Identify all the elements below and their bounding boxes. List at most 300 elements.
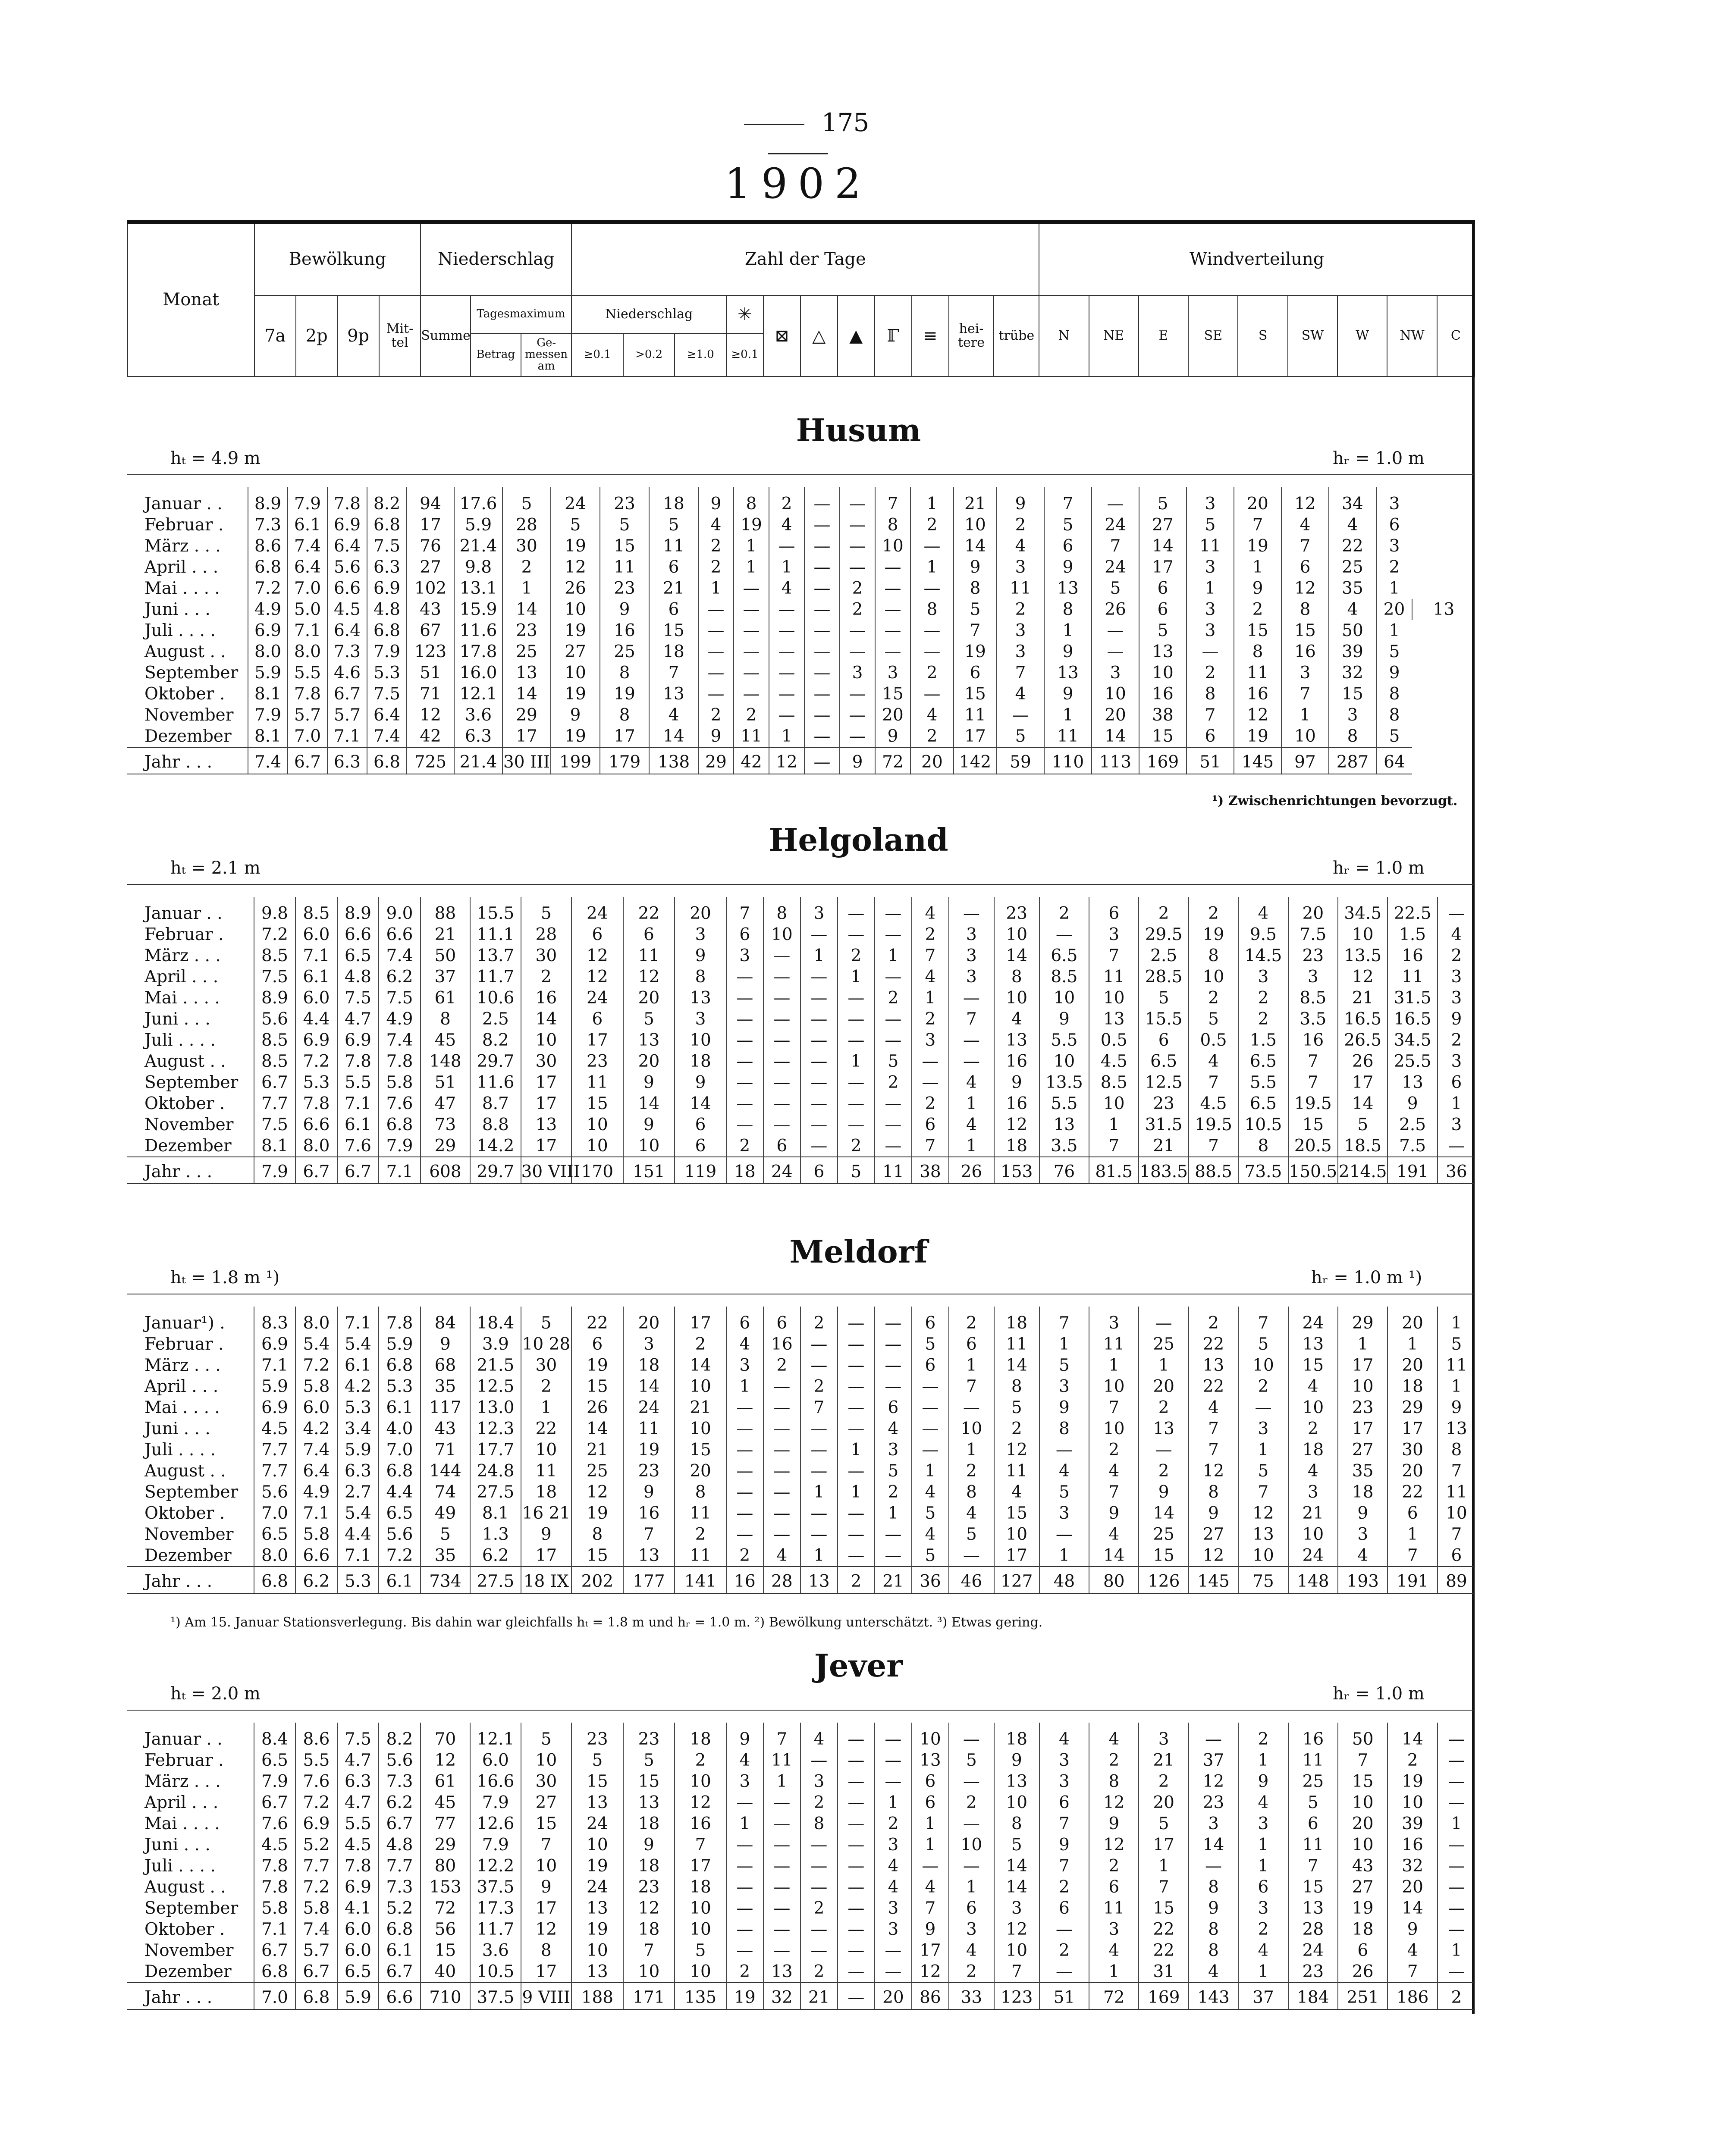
- table-cell: —: [910, 683, 954, 705]
- table-cell: —: [800, 1919, 838, 1940]
- table-cell: —: [726, 1834, 763, 1855]
- station-title: Jever: [814, 1647, 903, 1684]
- table-cell: —: [804, 641, 840, 662]
- table-cell: —: [1039, 1961, 1089, 1983]
- table-cell: 8: [1376, 683, 1412, 705]
- table-cell: 10: [571, 1834, 623, 1855]
- snow-icon: ✳: [726, 295, 763, 333]
- table-cell: —: [763, 1114, 800, 1135]
- table-cell: 3: [1187, 620, 1234, 641]
- table-cell: 1: [1139, 1855, 1188, 1877]
- table-cell: —: [763, 1418, 800, 1439]
- table-cell: 9: [726, 1723, 763, 1750]
- table-cell: 3: [997, 641, 1044, 662]
- table-cell: 1: [1039, 1334, 1089, 1355]
- table-cell: 2: [875, 987, 912, 1009]
- table-cell: 5: [1044, 514, 1092, 536]
- table-cell: 7: [1281, 683, 1329, 705]
- table-cell: —: [726, 1503, 763, 1524]
- table-cell: 7.6: [254, 1813, 296, 1834]
- station-table: [127, 897, 1475, 1184]
- table-cell: 10: [912, 1723, 949, 1750]
- table-cell: 15: [1288, 1877, 1338, 1898]
- table-cell: 2: [997, 514, 1044, 536]
- table-cell: 10: [571, 1114, 623, 1135]
- table-cell: 4: [649, 705, 698, 726]
- table-cell: 5: [912, 1503, 949, 1524]
- table-cell: 6.8: [254, 1961, 296, 1983]
- table-cell: 202: [571, 1567, 623, 1593]
- table-cell: 10: [521, 1439, 571, 1460]
- table-cell: 68: [421, 1355, 470, 1376]
- col-ge01: ≥0.1: [571, 333, 623, 376]
- table-cell: —: [698, 683, 734, 705]
- month-label: Mai . . . .: [144, 1814, 220, 1833]
- month-label: September: [144, 663, 239, 683]
- table-cell: —: [800, 1940, 838, 1961]
- table-cell: 3: [1438, 966, 1475, 987]
- table-cell: 21: [1288, 1503, 1338, 1524]
- table-cell: 11: [1387, 966, 1437, 987]
- table-cell: 4: [763, 1545, 800, 1567]
- table-cell: 6: [1281, 557, 1329, 578]
- table-cell: 10: [675, 1771, 726, 1792]
- table-cell: —: [838, 1750, 875, 1771]
- table-cell: 19: [571, 1855, 623, 1877]
- table-cell: 13: [1288, 1334, 1338, 1355]
- table-cell: 10: [1089, 987, 1139, 1009]
- table-cell: 23: [1139, 1093, 1188, 1114]
- table-cell: 4: [949, 1114, 994, 1135]
- table-cell: 6: [1089, 1877, 1139, 1898]
- table-cell: 9: [1387, 1093, 1437, 1114]
- table-cell: 18: [521, 1482, 571, 1503]
- table-cell: 24: [623, 1397, 675, 1418]
- table-cell: 38: [1139, 705, 1187, 726]
- month-label: Juni . . .: [144, 1419, 210, 1438]
- table-cell: 12: [1338, 966, 1387, 987]
- table-cell: 9: [1234, 578, 1281, 599]
- table-cell: 2: [912, 1093, 949, 1114]
- table-cell: 76: [1039, 1157, 1089, 1184]
- table-cell: 4: [997, 683, 1044, 705]
- table-cell: —: [838, 987, 875, 1009]
- table-cell: 6.3: [367, 557, 407, 578]
- table-cell: 8.7: [470, 1093, 521, 1114]
- table-cell: 2: [1387, 1750, 1437, 1771]
- table-cell: 4.8: [367, 599, 407, 620]
- table-cell: 8: [1039, 1418, 1089, 1439]
- table-cell: 3.4: [337, 1418, 379, 1439]
- table-cell: 8.1: [248, 683, 288, 705]
- table-cell: 21: [1139, 1750, 1188, 1771]
- table-cell: 13: [1089, 1009, 1139, 1030]
- table-cell: —: [734, 683, 769, 705]
- table-cell: 6: [912, 1771, 949, 1792]
- table-cell: 8: [600, 662, 649, 683]
- table-cell: 5: [649, 514, 698, 536]
- table-cell: —: [726, 1482, 763, 1503]
- table-cell: 15: [1139, 726, 1187, 747]
- table-cell: —: [949, 897, 994, 924]
- table-cell: 17: [1387, 1418, 1437, 1439]
- table-cell: 17: [571, 1030, 623, 1051]
- table-cell: 20: [1376, 599, 1412, 620]
- table-cell: 5: [875, 1460, 912, 1482]
- table-cell: 8.6: [295, 1723, 337, 1750]
- table-cell: 8.5: [254, 1030, 296, 1051]
- table-cell: 15: [571, 1545, 623, 1567]
- table-cell: 22: [1387, 1482, 1437, 1503]
- table-cell: 1: [910, 487, 954, 514]
- table-row: [127, 1834, 1475, 1855]
- table-cell: —: [800, 1072, 838, 1093]
- table-cell: 37: [1189, 1750, 1238, 1771]
- table-cell: 8: [571, 1524, 623, 1545]
- table-cell: 13: [521, 1114, 571, 1135]
- table-cell: 8: [949, 1482, 994, 1503]
- month-label: Oktober .: [144, 684, 225, 704]
- table-cell: 8.9: [248, 487, 288, 514]
- table-cell: 10: [994, 924, 1039, 945]
- table-cell: 1: [912, 1813, 949, 1834]
- table-cell: 1: [1376, 578, 1412, 599]
- table-cell: 3: [875, 1898, 912, 1919]
- table-cell: 3: [675, 924, 726, 945]
- table-cell: 8: [1189, 1877, 1238, 1898]
- table-cell: 6.5: [1238, 1051, 1288, 1072]
- table-cell: 6.0: [295, 924, 337, 945]
- table-cell: 10.6: [470, 987, 521, 1009]
- table-cell: 17: [912, 1940, 949, 1961]
- table-cell: 21: [800, 1983, 838, 2009]
- table-cell: —: [840, 705, 875, 726]
- table-cell: —: [838, 924, 875, 945]
- table-cell: 9: [994, 1750, 1039, 1771]
- table-cell: 6: [1438, 1545, 1475, 1567]
- table-cell: —: [1039, 924, 1089, 945]
- table-cell: 6.5: [337, 1961, 379, 1983]
- table-cell: 80: [421, 1855, 470, 1877]
- table-cell: 18: [994, 1723, 1039, 1750]
- table-cell: 4: [1238, 897, 1288, 924]
- table-cell: 13: [1288, 1898, 1338, 1919]
- month-label: Juli . . . .: [144, 1856, 216, 1876]
- table-cell: 4: [1089, 1723, 1139, 1750]
- col-S: S: [1238, 295, 1287, 376]
- table-row: [127, 1376, 1475, 1397]
- table-cell: 89: [1438, 1567, 1475, 1593]
- table-cell: 6.9: [337, 1877, 379, 1898]
- table-cell: —: [875, 1524, 912, 1545]
- table-cell: —: [1438, 1961, 1475, 1983]
- table-cell: 1.3: [470, 1524, 521, 1545]
- table-cell: 5: [1376, 641, 1412, 662]
- table-cell: 4: [912, 1877, 949, 1898]
- table-cell: —: [1139, 1307, 1188, 1334]
- table-cell: 0.5: [1189, 1030, 1238, 1051]
- header-niederschlag-sub: Niederschlag: [571, 295, 726, 333]
- table-cell: —: [763, 1072, 800, 1093]
- table-cell: —: [875, 1545, 912, 1567]
- table-cell: 7.0: [254, 1983, 296, 2009]
- table-cell: 5: [1039, 1355, 1089, 1376]
- table-cell: 43: [421, 1418, 470, 1439]
- table-cell: 13: [1039, 1114, 1089, 1135]
- table-cell: 3: [1039, 1503, 1089, 1524]
- table-cell: 18: [675, 1723, 726, 1750]
- table-cell: 127: [994, 1567, 1039, 1593]
- table-cell: —: [800, 1750, 838, 1771]
- table-cell: 20: [1387, 1355, 1437, 1376]
- table-cell: 4.9: [295, 1482, 337, 1503]
- table-cell: 4.7: [337, 1750, 379, 1771]
- table-cell: 2: [1139, 1771, 1188, 1792]
- table-cell: 18.5: [1338, 1135, 1387, 1157]
- table-cell: 3.5: [1039, 1135, 1089, 1157]
- table-cell: 11: [994, 1460, 1039, 1482]
- table-cell: 9: [521, 1524, 571, 1545]
- table-cell: 12: [1234, 705, 1281, 726]
- table-cell: —: [949, 1723, 994, 1750]
- table-cell: 6: [1039, 1898, 1089, 1919]
- table-cell: 10: [551, 599, 600, 620]
- table-cell: 50: [421, 945, 470, 966]
- month-label: Jahr . . .: [127, 1983, 254, 2009]
- table-cell: 5: [954, 599, 997, 620]
- table-cell: 214.5: [1338, 1157, 1387, 1184]
- table-cell: 6.6: [337, 924, 379, 945]
- table-row: [127, 1030, 1475, 1051]
- table-cell: 5.5: [337, 1813, 379, 1834]
- table-cell: 3: [1238, 1418, 1288, 1439]
- table-cell: 2: [1139, 1460, 1188, 1482]
- table-cell: 15: [600, 536, 649, 557]
- table-cell: 21: [421, 924, 470, 945]
- month-label: Juni . . .: [144, 1009, 210, 1029]
- table-cell: 1: [1089, 1355, 1139, 1376]
- table-cell: 1: [838, 966, 875, 987]
- table-row: [127, 487, 1475, 514]
- table-cell: 4: [912, 966, 949, 987]
- table-cell: 6.9: [248, 620, 288, 641]
- table-cell: 184: [1288, 1983, 1338, 2009]
- table-cell: —: [840, 726, 875, 747]
- table-cell: —: [804, 683, 840, 705]
- table-cell: 15: [571, 1771, 623, 1792]
- table-cell: 5.8: [295, 1524, 337, 1545]
- table-cell: 2: [675, 1750, 726, 1771]
- table-cell: 6: [912, 1114, 949, 1135]
- table-cell: 16: [600, 620, 649, 641]
- table-cell: 6.8: [367, 620, 407, 641]
- table-cell: 16.6: [470, 1771, 521, 1792]
- table-cell: 2: [994, 1418, 1039, 1439]
- table-cell: —: [875, 1940, 912, 1961]
- table-cell: 23: [994, 897, 1039, 924]
- table-cell: —: [875, 1961, 912, 1983]
- table-cell: 2: [840, 599, 875, 620]
- table-cell: 4.0: [379, 1418, 421, 1439]
- table-cell: 4.4: [295, 1009, 337, 1030]
- table-cell: 37.5: [470, 1983, 521, 2009]
- table-cell: 13: [1438, 1418, 1475, 1439]
- table-cell: 9 VIII: [521, 1983, 571, 2009]
- table-cell: 20: [623, 1051, 675, 1072]
- table-cell: 18: [726, 1157, 763, 1184]
- table-cell: 12: [623, 1898, 675, 1919]
- table-cell: 7: [949, 1376, 994, 1397]
- table-cell: —: [726, 1051, 763, 1072]
- table-cell: 16.5: [1338, 1009, 1387, 1030]
- table-cell: 7.7: [254, 1093, 296, 1114]
- table-cell: 6.1: [379, 1567, 421, 1593]
- table-cell: 1: [1376, 620, 1412, 641]
- table-cell: 5: [1187, 514, 1234, 536]
- table-cell: 2: [726, 1961, 763, 1983]
- table-cell: 7: [675, 1834, 726, 1855]
- table-cell: 5: [521, 1723, 571, 1750]
- table-cell: 20: [623, 1307, 675, 1334]
- table-row: [127, 536, 1475, 557]
- table-cell: 46: [949, 1567, 994, 1593]
- table-cell: 13: [1044, 578, 1092, 599]
- table-cell: —: [1039, 1439, 1089, 1460]
- table-cell: 8: [994, 1376, 1039, 1397]
- table-cell: 4.4: [379, 1482, 421, 1503]
- table-cell: 14: [1139, 1503, 1188, 1524]
- table-cell: —: [875, 1009, 912, 1030]
- table-cell: 2: [1089, 1439, 1139, 1460]
- table-cell: —: [875, 641, 910, 662]
- table-cell: 1: [875, 945, 912, 966]
- table-cell: 80: [1089, 1567, 1139, 1593]
- month-label: April . . .: [144, 967, 219, 987]
- table-cell: 11: [997, 578, 1044, 599]
- table-cell: 171: [623, 1983, 675, 2009]
- table-cell: 19: [551, 683, 600, 705]
- table-cell: —: [763, 1376, 800, 1397]
- table-cell: 5: [912, 1545, 949, 1567]
- table-cell: 35: [421, 1376, 470, 1397]
- table-cell: 2: [675, 1334, 726, 1355]
- table-cell: 19: [1189, 924, 1238, 945]
- table-cell: —: [800, 1503, 838, 1524]
- table-cell: 2: [800, 1792, 838, 1813]
- table-cell: 19: [551, 726, 600, 747]
- table-cell: —: [838, 1855, 875, 1877]
- station-ht: hₜ = 2.1 m: [170, 858, 261, 878]
- table-cell: 6.6: [327, 578, 367, 599]
- table-cell: 5.8: [379, 1072, 421, 1093]
- table-cell: 1: [734, 557, 769, 578]
- table-cell: 24: [571, 897, 623, 924]
- table-cell: 48: [1039, 1567, 1089, 1593]
- station-table: [127, 487, 1475, 774]
- table-cell: 3: [1288, 966, 1338, 987]
- table-cell: 4: [1238, 1792, 1288, 1813]
- table-cell: 7: [1189, 1418, 1238, 1439]
- table-cell: 6.8: [379, 1114, 421, 1135]
- table-cell: —: [1438, 1792, 1475, 1813]
- table-row: [127, 897, 1475, 924]
- table-cell: 30: [1387, 1439, 1437, 1460]
- month-label: September: [144, 1073, 239, 1092]
- table-cell: 4: [994, 1009, 1039, 1030]
- table-cell: 5.9: [379, 1334, 421, 1355]
- month-label: April . . .: [144, 1793, 219, 1812]
- table-cell: 51: [421, 1072, 470, 1093]
- table-cell: 126: [1139, 1567, 1188, 1593]
- table-cell: —: [800, 1524, 838, 1545]
- table-cell: 2: [800, 1961, 838, 1983]
- col-SE: SE: [1188, 295, 1238, 376]
- table-row: [127, 683, 1475, 705]
- table-cell: 3: [800, 1771, 838, 1792]
- table-cell: 51: [407, 662, 454, 683]
- table-cell: 5: [502, 487, 551, 514]
- table-cell: 10: [1338, 1376, 1387, 1397]
- table-cell: —: [1139, 1439, 1188, 1460]
- col-7a: 7a: [254, 295, 296, 376]
- table-cell: 7: [1238, 1307, 1288, 1334]
- table-cell: 22: [571, 1307, 623, 1334]
- table-cell: 5: [875, 1051, 912, 1072]
- station-title: Husum: [796, 412, 921, 448]
- table-cell: 27: [521, 1792, 571, 1813]
- table-cell: 7: [1189, 1072, 1238, 1093]
- table-cell: 8.9: [254, 987, 296, 1009]
- table-cell: 19: [1387, 1771, 1437, 1792]
- table-cell: 1: [1438, 1307, 1475, 1334]
- table-cell: 6.7: [254, 1072, 296, 1093]
- table-cell: 7: [763, 1723, 800, 1750]
- table-cell: 6.1: [337, 1355, 379, 1376]
- table-cell: 5: [600, 514, 649, 536]
- table-cell: 6: [571, 1009, 623, 1030]
- table-cell: 5: [1338, 1114, 1387, 1135]
- table-cell: 16: [1288, 1723, 1338, 1750]
- page-year: 1902: [724, 160, 872, 208]
- table-cell: 7.3: [379, 1771, 421, 1792]
- table-cell: 7.1: [295, 1503, 337, 1524]
- table-cell: 3: [800, 897, 838, 924]
- table-cell: 3: [994, 1898, 1039, 1919]
- table-cell: 1: [1438, 1093, 1475, 1114]
- table-cell: 2: [838, 1567, 875, 1593]
- table-cell: 10: [1092, 683, 1139, 705]
- table-cell: 7: [649, 662, 698, 683]
- table-cell: 6: [623, 924, 675, 945]
- table-cell: 6: [949, 1334, 994, 1355]
- table-cell: 9.0: [379, 897, 421, 924]
- table-cell: 10: [1438, 1503, 1475, 1524]
- table-cell: 2: [875, 1813, 912, 1834]
- table-cell: 7: [997, 662, 1044, 683]
- table-cell: —: [763, 1792, 800, 1813]
- table-cell: 1: [800, 1545, 838, 1567]
- table-cell: 9: [994, 1072, 1039, 1093]
- table-cell: 12: [407, 705, 454, 726]
- table-cell: 18: [1338, 1482, 1387, 1503]
- header-bewolkung: Bewölkung: [254, 222, 421, 295]
- table-cell: 11: [1438, 1355, 1475, 1376]
- table-cell: 4: [1387, 1940, 1437, 1961]
- table-cell: 6.1: [379, 1397, 421, 1418]
- table-cell: 10: [954, 514, 997, 536]
- table-cell: 4: [1438, 924, 1475, 945]
- table-cell: —: [804, 620, 840, 641]
